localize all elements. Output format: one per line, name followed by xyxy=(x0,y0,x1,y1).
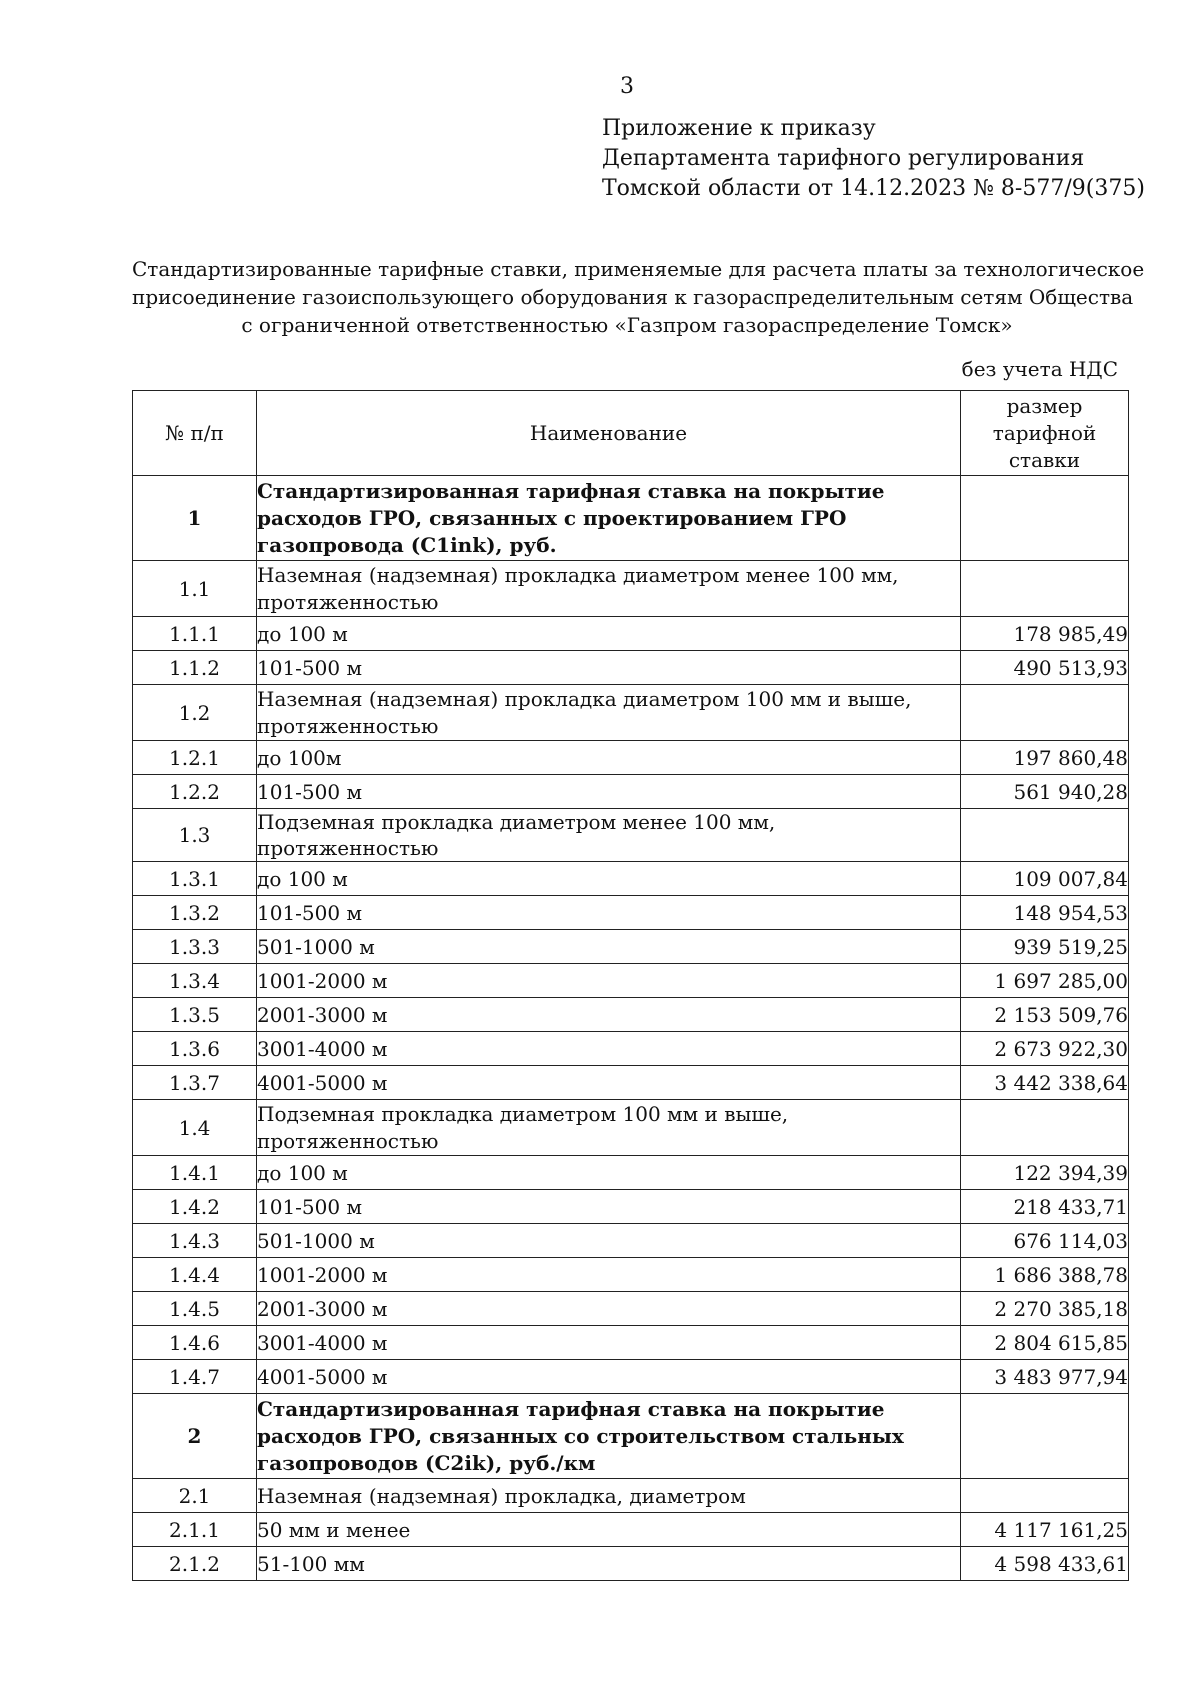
row-value-cell xyxy=(961,1479,1129,1513)
row-name-cell: 101-500 м xyxy=(257,651,961,685)
table-row xyxy=(133,1292,1129,1326)
row-number-cell: 1.1.2 xyxy=(133,651,257,685)
title-line: с ограниченной ответственностью «Газпром газораспределение Томск» xyxy=(241,313,1013,337)
row-number-cell: 1.4.3 xyxy=(133,1224,257,1258)
row-name-cell: 1001-2000 м xyxy=(257,1258,961,1292)
row-value-cell: 4 117 161,25 xyxy=(961,1513,1129,1547)
row-name-cell: Наземная (надземная) прокладка диаметром 100 мм и выше, протяженностью xyxy=(257,685,961,741)
row-name-cell: до 100 м xyxy=(257,862,961,896)
row-name-cell: 501-1000 м xyxy=(257,930,961,964)
table-row xyxy=(133,775,1129,809)
row-name-cell: 101-500 м xyxy=(257,1190,961,1224)
row-number-cell: 2.1 xyxy=(133,1479,257,1513)
row-value-cell: 3 442 338,64 xyxy=(961,1066,1129,1100)
row-number-cell: 1.3 xyxy=(133,809,257,862)
table-row xyxy=(133,1360,1129,1394)
row-value-cell xyxy=(961,809,1129,862)
row-number-cell: 1.4.1 xyxy=(133,1156,257,1190)
row-value-cell: 148 954,53 xyxy=(961,896,1129,930)
table-row xyxy=(133,1224,1129,1258)
table-row xyxy=(133,1547,1129,1581)
row-value-cell: 197 860,48 xyxy=(961,741,1129,775)
table-row xyxy=(133,1479,1129,1513)
column-header-num: № п/п xyxy=(133,391,257,476)
row-name-cell: до 100 м xyxy=(257,617,961,651)
row-name-cell: Стандартизированная тарифная ставка на покрытие расходов ГРО, связанных с проектированием ГРО газопровода (С1ink), руб. xyxy=(257,476,961,561)
row-number-cell: 2 xyxy=(133,1394,257,1479)
row-name-cell: Наземная (надземная) прокладка диаметром менее 100 мм, протяженностью xyxy=(257,561,961,617)
row-name-cell: 2001-3000 м xyxy=(257,998,961,1032)
row-number-cell: 1.3.2 xyxy=(133,896,257,930)
row-value-cell: 109 007,84 xyxy=(961,862,1129,896)
row-value-cell xyxy=(961,1100,1129,1156)
row-name-cell: 1001-2000 м xyxy=(257,964,961,998)
row-number-cell: 2.1.1 xyxy=(133,1513,257,1547)
page-number: 3 xyxy=(620,74,634,99)
document-title xyxy=(132,255,1145,339)
row-number-cell: 1.1.1 xyxy=(133,617,257,651)
row-name-cell: Наземная (надземная) прокладка, диаметром xyxy=(257,1479,961,1513)
row-name-cell: 4001-5000 м xyxy=(257,1066,961,1100)
row-value-cell: 2 673 922,30 xyxy=(961,1032,1129,1066)
row-number-cell: 1.3.6 xyxy=(133,1032,257,1066)
row-value-cell xyxy=(961,685,1129,741)
appendix-header xyxy=(602,114,1145,204)
column-header-name: Наименование xyxy=(257,391,961,476)
table-row xyxy=(133,685,1129,741)
table-row xyxy=(133,1100,1129,1156)
table-row xyxy=(133,964,1129,998)
row-value-cell xyxy=(961,476,1129,561)
table-row xyxy=(133,741,1129,775)
row-value-cell: 2 153 509,76 xyxy=(961,998,1129,1032)
table-row xyxy=(133,1326,1129,1360)
appendix-line: Томской области от 14.12.2023 № 8-577/9(375) xyxy=(602,176,1145,201)
row-number-cell: 1.3.7 xyxy=(133,1066,257,1100)
row-number-cell: 1.2.2 xyxy=(133,775,257,809)
row-value-cell: 218 433,71 xyxy=(961,1190,1129,1224)
table-row xyxy=(133,1513,1129,1547)
column-header-value: размер тарифной ставки xyxy=(961,391,1129,476)
table-row xyxy=(133,1032,1129,1066)
row-name-cell: Подземная прокладка диаметром 100 мм и выше, протяженностью xyxy=(257,1100,961,1156)
row-name-cell: 101-500 м xyxy=(257,896,961,930)
table-row xyxy=(133,896,1129,930)
row-value-cell: 676 114,03 xyxy=(961,1224,1129,1258)
row-value-cell xyxy=(961,561,1129,617)
table-row xyxy=(133,1066,1129,1100)
table-body xyxy=(133,476,1129,1581)
row-name-cell: 51-100 мм xyxy=(257,1547,961,1581)
table-row xyxy=(133,862,1129,896)
row-number-cell: 1.2.1 xyxy=(133,741,257,775)
row-value-cell xyxy=(961,1394,1129,1479)
row-name-cell: 4001-5000 м xyxy=(257,1360,961,1394)
table-row xyxy=(133,809,1129,862)
row-number-cell: 1.4 xyxy=(133,1100,257,1156)
row-name-cell: до 100 м xyxy=(257,1156,961,1190)
table-row xyxy=(133,476,1129,561)
table-row xyxy=(133,1394,1129,1479)
table-row xyxy=(133,651,1129,685)
row-value-cell: 2 804 615,85 xyxy=(961,1326,1129,1360)
title-line: присоединение газоиспользующего оборудования к газораспределительным сетям Общества xyxy=(132,285,1134,309)
row-number-cell: 1.3.4 xyxy=(133,964,257,998)
vat-note: без учета НДС xyxy=(961,357,1118,381)
row-number-cell: 1.3.3 xyxy=(133,930,257,964)
row-number-cell: 1.4.7 xyxy=(133,1360,257,1394)
row-value-cell: 4 598 433,61 xyxy=(961,1547,1129,1581)
table-header-row xyxy=(133,391,1129,476)
row-number-cell: 1.1 xyxy=(133,561,257,617)
row-name-cell: 2001-3000 м xyxy=(257,1292,961,1326)
row-number-cell: 1.2 xyxy=(133,685,257,741)
row-name-cell: Подземная прокладка диаметром менее 100 мм, протяженностью xyxy=(257,809,961,862)
row-value-cell: 561 940,28 xyxy=(961,775,1129,809)
row-value-cell: 178 985,49 xyxy=(961,617,1129,651)
row-value-cell: 1 697 285,00 xyxy=(961,964,1129,998)
row-name-cell: 3001-4000 м xyxy=(257,1326,961,1360)
row-number-cell: 1.3.1 xyxy=(133,862,257,896)
table-row xyxy=(133,930,1129,964)
row-value-cell: 1 686 388,78 xyxy=(961,1258,1129,1292)
table-row xyxy=(133,1258,1129,1292)
appendix-line: Приложение к приказу xyxy=(602,116,876,141)
row-name-cell: 50 мм и менее xyxy=(257,1513,961,1547)
row-value-cell: 939 519,25 xyxy=(961,930,1129,964)
row-number-cell: 1.4.6 xyxy=(133,1326,257,1360)
title-line: Стандартизированные тарифные ставки, применяемые для расчета платы за технологическое xyxy=(132,257,1145,281)
row-number-cell: 1.4.2 xyxy=(133,1190,257,1224)
appendix-line: Департамента тарифного регулирования xyxy=(602,146,1085,171)
row-value-cell: 122 394,39 xyxy=(961,1156,1129,1190)
row-value-cell: 2 270 385,18 xyxy=(961,1292,1129,1326)
row-number-cell: 1 xyxy=(133,476,257,561)
row-name-cell: до 100м xyxy=(257,741,961,775)
row-number-cell: 1.4.5 xyxy=(133,1292,257,1326)
row-name-cell: 101-500 м xyxy=(257,775,961,809)
table-row xyxy=(133,617,1129,651)
row-value-cell: 3 483 977,94 xyxy=(961,1360,1129,1394)
table-row xyxy=(133,561,1129,617)
row-value-cell: 490 513,93 xyxy=(961,651,1129,685)
row-name-cell: 3001-4000 м xyxy=(257,1032,961,1066)
row-name-cell: 501-1000 м xyxy=(257,1224,961,1258)
table-row xyxy=(133,1190,1129,1224)
row-number-cell: 2.1.2 xyxy=(133,1547,257,1581)
row-number-cell: 1.3.5 xyxy=(133,998,257,1032)
row-number-cell: 1.4.4 xyxy=(133,1258,257,1292)
table-row xyxy=(133,1156,1129,1190)
table-row xyxy=(133,998,1129,1032)
row-name-cell: Стандартизированная тарифная ставка на покрытие расходов ГРО, связанных со строительством стальных газопроводов (С2ik), руб./км xyxy=(257,1394,961,1479)
tariff-table xyxy=(132,390,1129,1581)
